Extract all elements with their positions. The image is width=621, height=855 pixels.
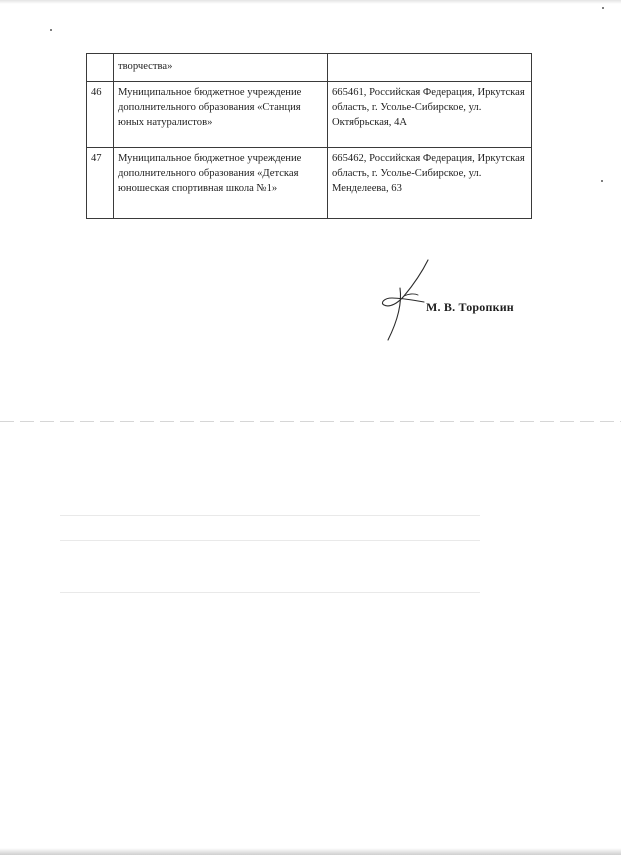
table-row bbox=[87, 148, 532, 219]
table-row bbox=[87, 54, 532, 82]
scan-edge-bottom bbox=[0, 848, 621, 855]
table-row bbox=[87, 82, 532, 148]
organization-address: 665462, Российская Федерация, Иркутская область, г. Усолье-Сибирское, ул. Менделеева, 63 bbox=[328, 148, 532, 219]
row-number: 47 bbox=[87, 148, 114, 219]
scan-speck bbox=[50, 29, 52, 31]
organization-address: 665461, Российская Федерация, Иркутская область, г. Усолье-Сибирское, ул. Октябрьская, 4А bbox=[328, 82, 532, 148]
organizations-table bbox=[86, 53, 532, 219]
organization-address bbox=[328, 54, 532, 82]
signer-name: М. В. Торопкин bbox=[426, 300, 514, 314]
bleed-through-line bbox=[60, 592, 480, 593]
fold-line bbox=[0, 421, 621, 422]
scan-speck bbox=[602, 7, 604, 9]
row-number bbox=[87, 54, 114, 82]
bleed-through-line bbox=[60, 515, 480, 516]
organization-name: творчества» bbox=[114, 54, 328, 82]
organization-name: Муниципальное бюджетное учреждение дополнительного образования «Детская юношеская спортивная школа №1» bbox=[114, 148, 328, 219]
scan-edge-top bbox=[0, 0, 621, 4]
scan-speck bbox=[601, 180, 603, 182]
organization-name: Муниципальное бюджетное учреждение дополнительного образования «Станция юных натуралистов» bbox=[114, 82, 328, 148]
bleed-through-line bbox=[60, 540, 480, 541]
row-number: 46 bbox=[87, 82, 114, 148]
